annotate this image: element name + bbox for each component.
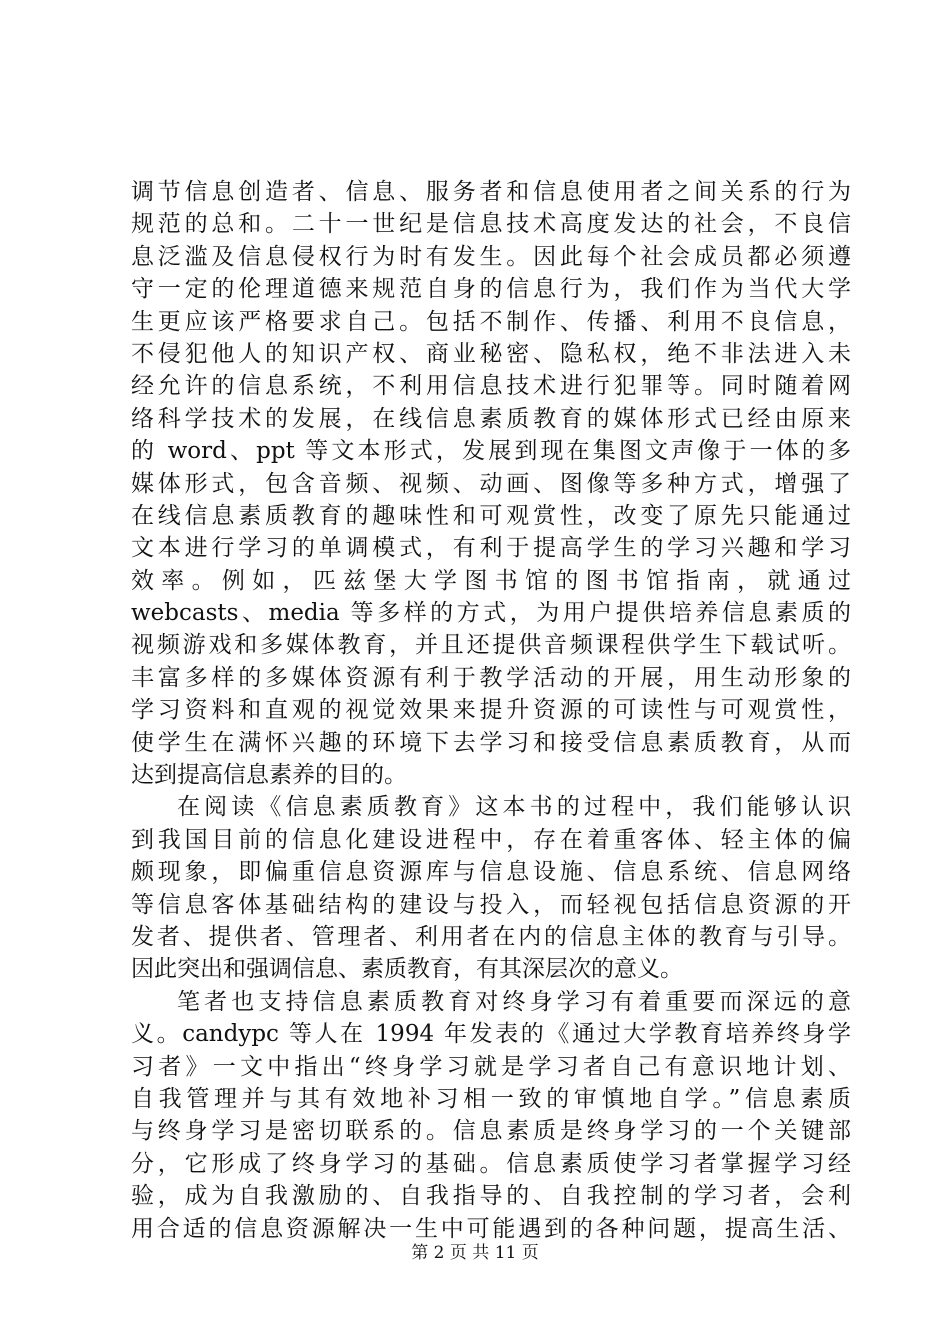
text-line: 文本进行学习的单调模式，有利于提高学生的学习兴趣和学习: [131, 535, 851, 562]
text-line: 义。candypc 等人在 1994 年发表的《通过大学教育培养终身学: [131, 1021, 851, 1048]
text-line: 在阅读《信息素质教育》这本书的过程中，我们能够认识: [177, 794, 851, 821]
text-line: 息泛滥及信息侵权行为时有发生。因此每个社会成员都必须遵: [131, 243, 851, 270]
page-footer: [0, 1243, 950, 1263]
text-line: 分，它形成了终身学习的基础。信息素质使学习者掌握学习经: [131, 1150, 851, 1177]
text-line: 用合适的信息资源解决一生中可能遇到的各种问题，提高生活、: [131, 1215, 851, 1242]
text-line: 调节信息创造者、信息、服务者和信息使用者之间关系的行为: [131, 179, 851, 205]
text-line: 经允许的信息系统，不利用信息技术进行犯罪等。同时随着网: [131, 373, 851, 400]
text-line: 丰富多样的多媒体资源有利于教学活动的开展，用生动形象的: [131, 664, 851, 691]
text-line: 习者》一文中指出“终身学习就是学习者自己有意识地计划、: [131, 1053, 851, 1080]
document-body: [131, 176, 851, 1245]
text-line: 发者、提供者、管理者、利用者在内的信息主体的教育与引导。: [131, 923, 851, 950]
page-number-label: 第 2 页 共 11 页: [411, 1243, 539, 1263]
text-line: 媒体形式，包含音频、视频、动画、图像等多种方式，增强了: [131, 470, 851, 497]
text-line: 自我管理并与其有效地补习相一致的审慎地自学。”信息素质: [131, 1085, 851, 1112]
text-line: 的 word、ppt 等文本形式，发展到现在集图文声像于一体的多: [131, 438, 851, 465]
text-line: 视频游戏和多媒体教育，并且还提供音频课程供学生下载试听。: [131, 632, 851, 659]
paragraph-1: [131, 176, 851, 791]
text-line: 络科学技术的发展，在线信息素质教育的媒体形式已经由原来: [131, 405, 851, 432]
text-line: 使学生在满怀兴趣的环境下去学习和接受信息素质教育，从而: [131, 729, 851, 756]
text-line: 达到提高信息素养的目的。: [131, 762, 407, 789]
text-line: 效率。例如，匹兹堡大学图书馆的图书馆指南，就通过: [131, 567, 851, 594]
text-line: 不侵犯他人的知识产权、商业秘密、隐私权，绝不非法进入未: [131, 340, 851, 367]
text-line: 到我国目前的信息化建设进程中，存在着重客体、轻主体的偏: [131, 826, 851, 853]
text-line: 等信息客体基础结构的建设与投入，而轻视包括信息资源的开: [131, 891, 851, 918]
text-line: 生更应该严格要求自己。包括不制作、传播、利用不良信息，: [131, 308, 851, 335]
text-line: 验，成为自我激励的、自我指导的、自我控制的学习者，会利: [131, 1183, 851, 1210]
text-line: 与终身学习是密切联系的。信息素质是终身学习的一个关键部: [131, 1118, 851, 1145]
text-line: 守一定的伦理道德来规范自身的信息行为，我们作为当代大学: [131, 276, 851, 303]
text-line: 在线信息素质教育的趣味性和可观赏性，改变了原先只能通过: [131, 502, 851, 529]
text-line: 颇现象，即偏重信息资源库与信息设施、信息系统、信息网络: [131, 859, 851, 886]
paragraph-3: [131, 986, 851, 1245]
text-line: 笔者也支持信息素质教育对终身学习有着重要而深远的意: [177, 988, 851, 1015]
text-line: 因此突出和强调信息、素质教育，有其深层次的意义。: [131, 956, 683, 983]
text-line: webcasts、media 等多样的方式，为用户提供培养信息素质的: [131, 600, 851, 627]
paragraph-2: [131, 791, 851, 985]
text-line: 规范的总和。二十一世纪是信息技术高度发达的社会，不良信: [131, 211, 851, 238]
text-line: 学习资料和直观的视觉效果来提升资源的可读性与可观赏性，: [131, 697, 851, 724]
